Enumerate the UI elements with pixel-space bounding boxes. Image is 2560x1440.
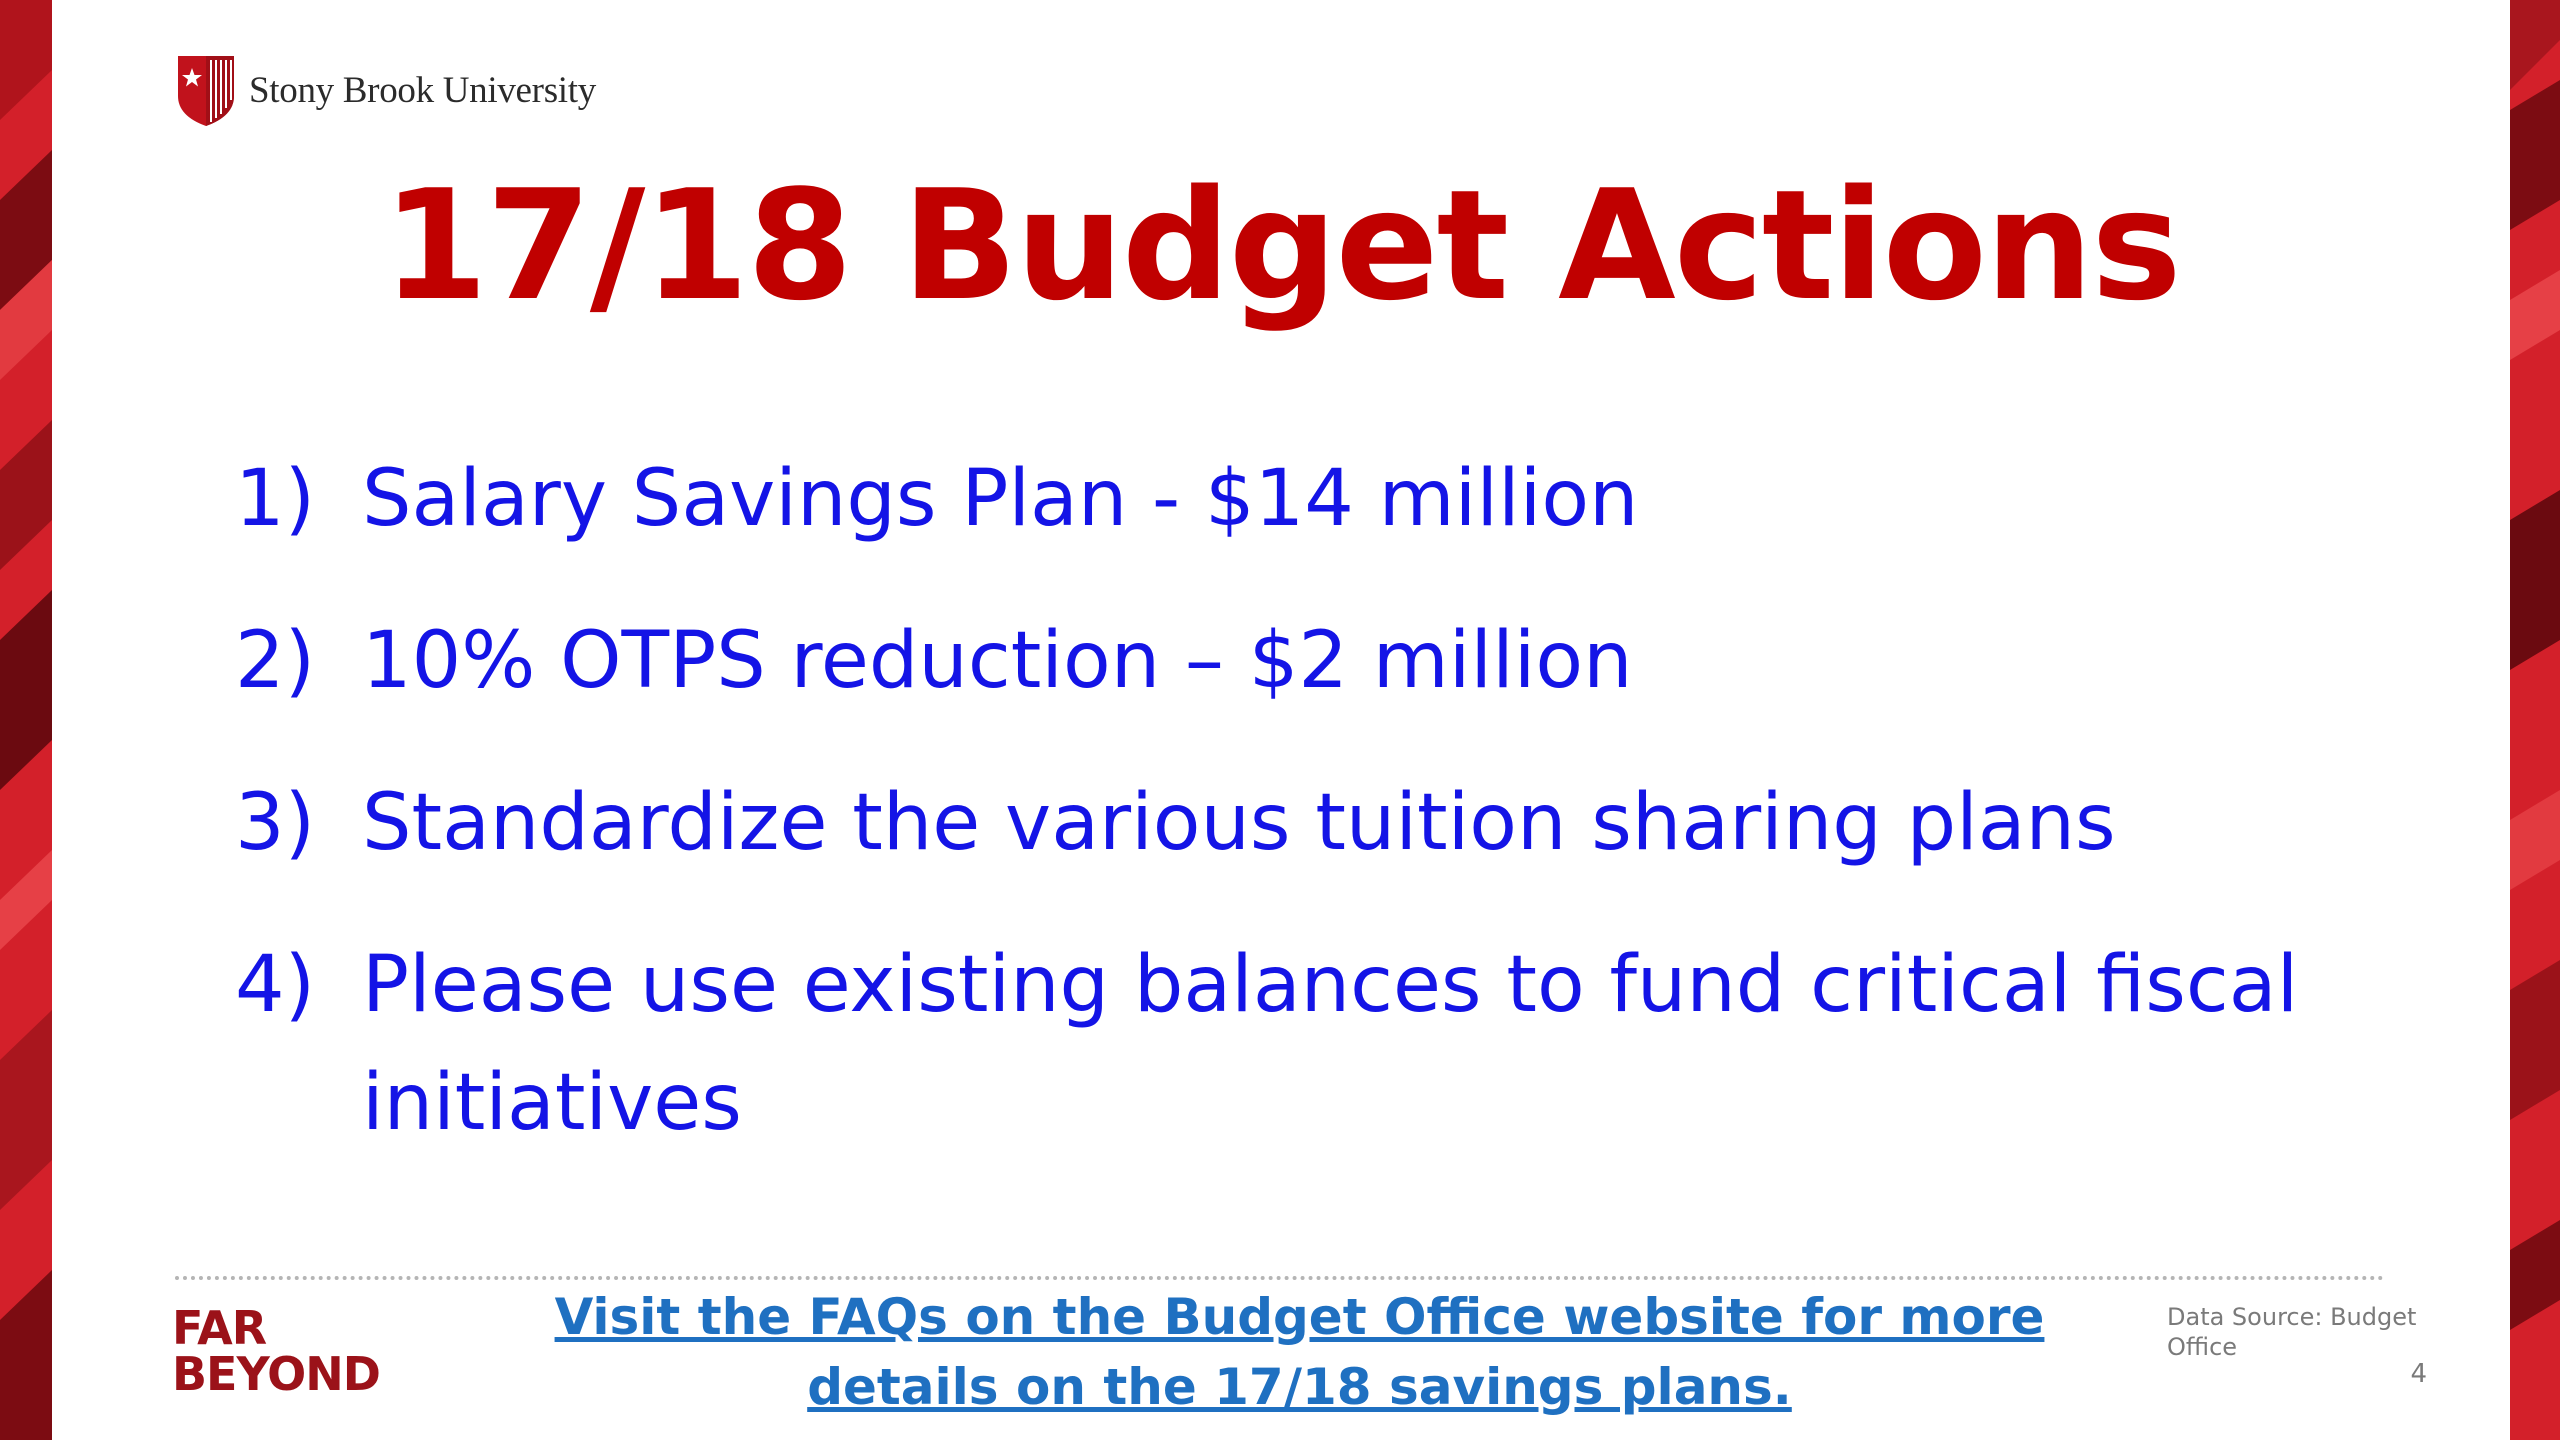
list-item-number: 4) [235,940,316,1030]
far-beyond-logo-line-1: FAR [172,1301,267,1355]
right-decorative-band [2510,0,2560,1440]
list-item [235,440,2405,558]
university-logo [175,52,596,128]
list-item-text: Salary Savings Plan - $14 million [362,454,1639,544]
list-item [235,602,2405,720]
budget-actions-list [235,440,2405,1206]
slide-title: 17/18 Budget Actions [382,157,2180,334]
footer-divider [175,1276,2385,1280]
list-item-number: 2) [235,616,316,706]
list-item-number: 1) [235,454,316,544]
slide [52,0,2510,1440]
left-decorative-band [0,0,52,1440]
list-item-text: Standardize the various tuition sharing plans [362,778,2116,868]
page-number: 4 [2410,1359,2427,1389]
shield-logo-icon [175,52,237,128]
far-beyond-logo [172,1301,380,1401]
university-name: Stony Brook University [249,69,596,111]
list-item [235,926,2405,1162]
data-source-note: Data Source: Budget Office [2167,1303,2417,1361]
list-item [235,764,2405,882]
far-beyond-logo-line-2: BEYOND [172,1347,380,1401]
list-item-text: 10% OTPS reduction – $2 million [362,616,1633,706]
list-item-number: 3) [235,778,316,868]
list-item-text: Please use existing balances to fund critical fiscal initiatives [362,940,2299,1148]
faq-link[interactable]: Visit the FAQs on the Budget Office website for more details on the 17/18 savings plans. [554,1288,2045,1416]
